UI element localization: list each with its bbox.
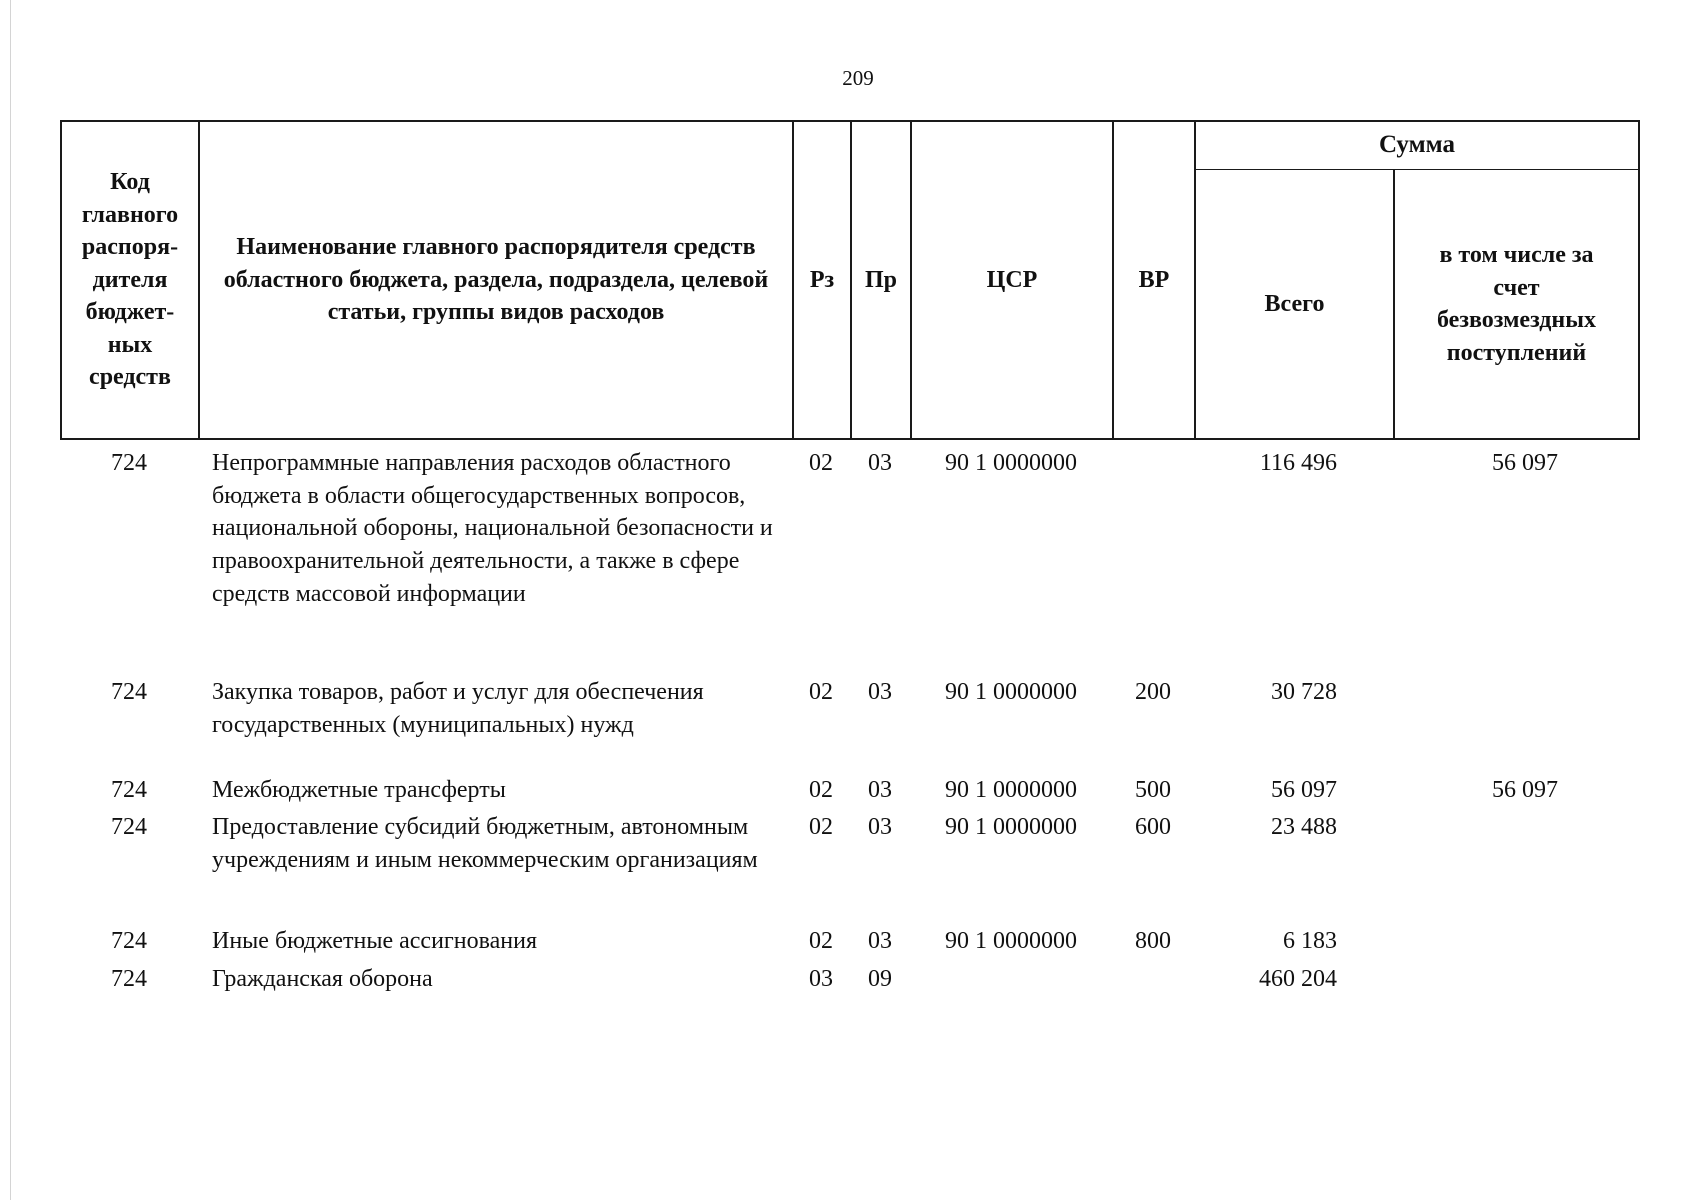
row-2-code: 724 bbox=[111, 679, 147, 705]
header-csr: ЦСР bbox=[910, 120, 1112, 440]
row-3-vr: 500 bbox=[1135, 777, 1171, 803]
row-3-name: Межбюджетные трансферты bbox=[212, 777, 506, 803]
row-2-vr: 200 bbox=[1135, 679, 1171, 705]
row-6-total: 460 204 bbox=[1259, 966, 1337, 992]
row-5-rz: 02 bbox=[809, 928, 833, 954]
row-4-total: 23 488 bbox=[1271, 814, 1337, 840]
row-3-total: 56 097 bbox=[1271, 777, 1337, 803]
row-1-pr: 03 bbox=[868, 450, 892, 476]
row-2-pr: 03 bbox=[868, 679, 892, 705]
row-4-code: 724 bbox=[111, 814, 147, 840]
row-6-vr bbox=[1112, 956, 1194, 996]
row-4-rz: 02 bbox=[809, 814, 833, 840]
row-1-total: 116 496 bbox=[1259, 450, 1337, 476]
header-code-text: Код главного распоря-дителя бюджет-ных средств bbox=[81, 169, 179, 391]
row-3-rz: 02 bbox=[809, 777, 833, 803]
row-3-csr: 90 1 0000000 bbox=[945, 777, 1077, 803]
row-5-code: 724 bbox=[111, 928, 147, 954]
row-6-pr: 09 bbox=[868, 966, 892, 992]
header-vr: ВР bbox=[1112, 120, 1194, 440]
row-2-incl bbox=[1393, 669, 1640, 767]
header-total: Всего bbox=[1194, 170, 1393, 440]
row-5-total: 6 183 bbox=[1283, 928, 1337, 954]
row-6-name: Гражданская оборона bbox=[212, 966, 433, 992]
row-3-incl: 56 097 bbox=[1492, 777, 1558, 803]
row-4-pr: 03 bbox=[868, 814, 892, 840]
row-6-incl bbox=[1393, 956, 1640, 996]
row-1-code: 724 bbox=[111, 450, 147, 476]
row-6-rz: 03 bbox=[809, 966, 833, 992]
row-4-incl bbox=[1393, 804, 1640, 918]
row-4-vr: 600 bbox=[1135, 814, 1171, 840]
row-3-code: 724 bbox=[111, 777, 147, 803]
header-pr: Пр bbox=[850, 120, 910, 440]
row-1-name: Непрограммные направления расходов областного бюджета в области общегосударственных вопросов, национальной обороны, национальной безопасности и правоохранительной деятельности, а также в сфере средств массовой информации bbox=[212, 450, 773, 607]
row-5-incl bbox=[1393, 918, 1640, 956]
row-6-csr bbox=[910, 956, 1112, 996]
row-2-name: Закупка товаров, работ и услуг для обеспечения государственных (муниципальных) нужд bbox=[212, 679, 704, 738]
budget-table bbox=[60, 120, 1640, 996]
header-rz: Рз bbox=[792, 120, 850, 440]
row-1-csr: 90 1 0000000 bbox=[945, 450, 1077, 476]
row-2-total: 30 728 bbox=[1271, 679, 1337, 705]
row-1-incl: 56 097 bbox=[1492, 450, 1558, 476]
row-3-pr: 03 bbox=[868, 777, 892, 803]
header-name: Наименование главного распорядителя средств областного бюджета, раздела, подраздела, целевой статьи, группы видов расходов bbox=[198, 120, 792, 440]
row-4-csr: 90 1 0000000 bbox=[945, 814, 1077, 840]
row-4-name: Предоставление субсидий бюджетным, автономным учреждениям и иным некоммерческим организациям bbox=[212, 814, 758, 873]
row-2-rz: 02 bbox=[809, 679, 833, 705]
page-edge-line bbox=[10, 0, 11, 1200]
header-code bbox=[60, 120, 198, 440]
page-number: 209 bbox=[842, 66, 874, 90]
row-1-rz: 02 bbox=[809, 450, 833, 476]
row-5-vr: 800 bbox=[1135, 928, 1171, 954]
row-5-pr: 03 bbox=[868, 928, 892, 954]
row-2-csr: 90 1 0000000 bbox=[945, 679, 1077, 705]
row-5-name: Иные бюджетные ассигнования bbox=[212, 928, 537, 954]
header-incl: в том числе за счет безвозмездных поступлений bbox=[1393, 170, 1640, 440]
row-5-csr: 90 1 0000000 bbox=[945, 928, 1077, 954]
row-6-code: 724 bbox=[111, 966, 147, 992]
header-sum: Сумма bbox=[1194, 120, 1640, 170]
row-1-vr bbox=[1112, 440, 1194, 669]
